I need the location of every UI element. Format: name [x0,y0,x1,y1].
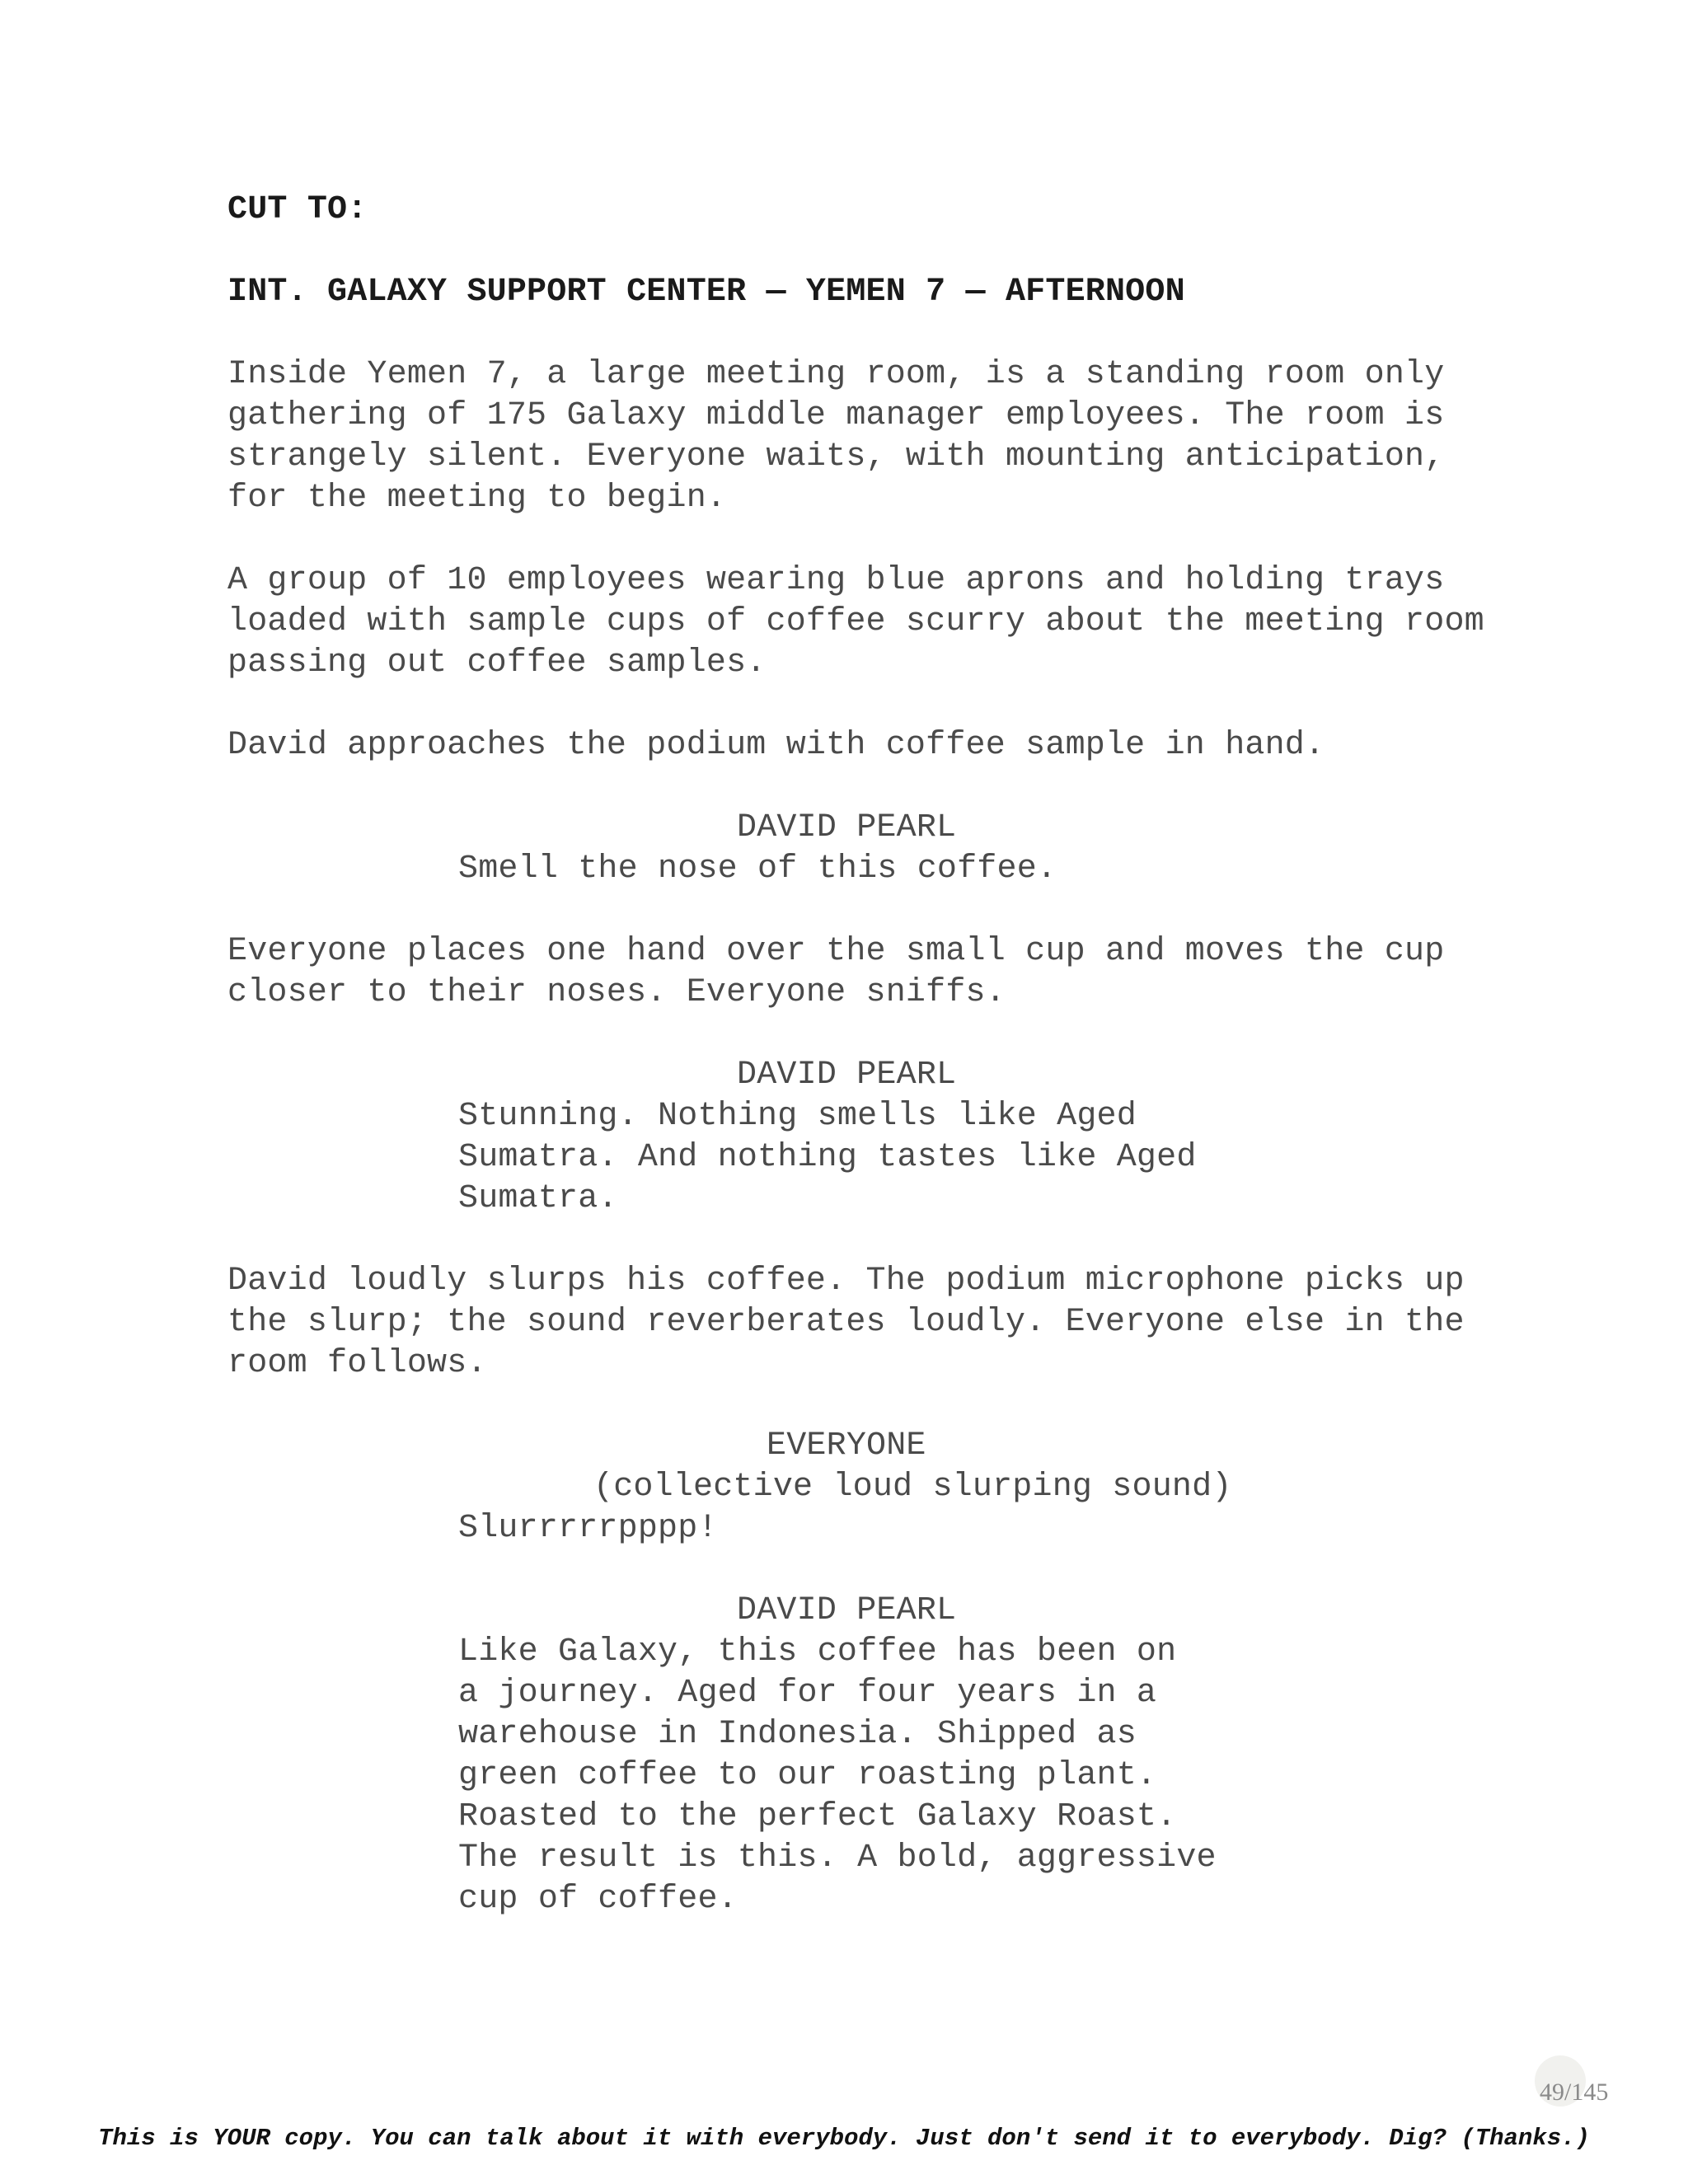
dialogue-line: Slurrrrrpppp! [458,1510,718,1547]
action-line: Everyone places one hand over the small cup and moves the cup [227,933,1445,970]
dialogue-line: Sumatra. And nothing tastes like Aged [458,1139,1197,1176]
character-name: DAVID PEARL [737,809,957,846]
scene-heading: INT. GALAXY SUPPORT CENTER — YEMEN 7 — AFTERNOON [227,274,1185,311]
transition: CUT TO: [227,191,368,228]
action-line: loaded with sample cups of coffee scurry about the meeting room [227,603,1484,640]
action-line: David loudly slurps his coffee. The podium microphone picks up [227,1263,1465,1300]
dialogue-line: The result is this. A bold, aggressive [458,1840,1217,1877]
action-line: Inside Yemen 7, a large meeting room, is a standing room only [227,356,1445,393]
action-line: for the meeting to begin. [227,480,727,517]
dialogue-line: Like Galaxy, this coffee has been on [458,1633,1177,1671]
action-line: closer to their noses. Everyone sniffs. [227,974,1006,1011]
parenthetical: (collective loud slurping sound) [593,1469,1232,1506]
dialogue-line: warehouse in Indonesia. Shipped as [458,1716,1137,1753]
dialogue-line: a journey. Aged for four years in a [458,1675,1157,1712]
footer-notice: This is YOUR copy. You can talk about it with everybody. Just don't send it to everybody. Dig? (Thanks.) [98,2125,1590,2152]
dialogue-line: green coffee to our roasting plant. [458,1757,1157,1794]
action-line: passing out coffee samples. [227,644,767,682]
character-name: EVERYONE [767,1427,926,1465]
page-number: 49/145 [1540,2079,1609,2106]
dialogue-line: cup of coffee. [458,1881,738,1918]
action-line: A group of 10 employees wearing blue aprons and holding trays [227,562,1445,599]
action-line: room follows. [227,1345,487,1382]
dialogue-line: Sumatra. [458,1180,618,1217]
action-line: the slurp; the sound reverberates loudly. Everyone else in the [227,1304,1465,1341]
action-line: strangely silent. Everyone waits, with mounting anticipation, [227,438,1445,476]
action-line: David approaches the podium with coffee sample in hand. [227,727,1325,764]
character-name: DAVID PEARL [737,1057,957,1094]
dialogue-line: Roasted to the perfect Galaxy Roast. [458,1798,1177,1835]
dialogue-line: Smell the nose of this coffee. [458,851,1057,888]
character-name: DAVID PEARL [737,1592,957,1629]
dialogue-line: Stunning. Nothing smells like Aged [458,1098,1137,1135]
action-line: gathering of 175 Galaxy middle manager employees. The room is [227,397,1445,434]
